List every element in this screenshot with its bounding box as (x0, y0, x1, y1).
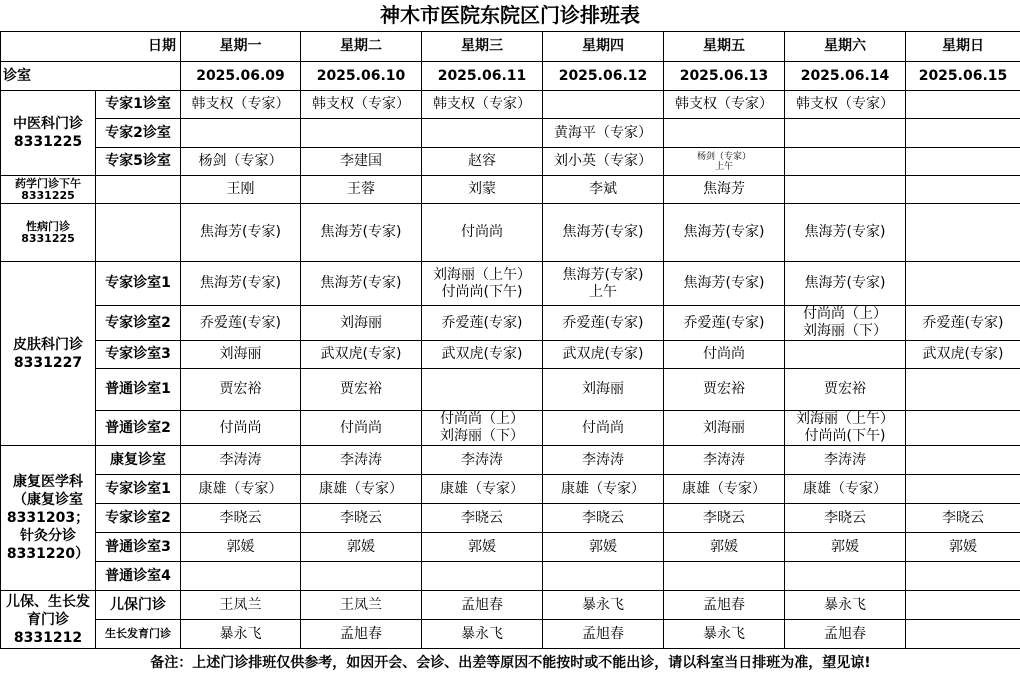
schedule-cell: 郭媛 (664, 533, 785, 562)
schedule-cell: 孟旭春 (422, 591, 543, 620)
schedule-cell: 焦海芳(专家) (301, 262, 422, 306)
schedule-cell: 康雄（专家） (181, 475, 301, 504)
footnote: 备注：上述门诊排班仅供参考，如因开会、会诊、出差等原因不能按时或不能出诊，请以科室当日排班为准，望见谅! (1, 649, 1020, 679)
schedule-cell: 韩支权（专家） (664, 91, 785, 119)
schedule-cell: 暴永飞 (785, 591, 906, 620)
table-row (1, 411, 1020, 446)
schedule-cell: 郭媛 (301, 533, 422, 562)
table-row (1, 504, 1020, 533)
day-header: 星期五 (664, 32, 785, 62)
schedule-cell: 李晓云 (181, 504, 301, 533)
schedule-cell: 黄海平（专家） (543, 119, 664, 148)
schedule-cell: 康雄（专家） (543, 475, 664, 504)
schedule-cell: 康雄（专家） (664, 475, 785, 504)
table-row (1, 533, 1020, 562)
schedule-cell: 暴永飞 (422, 620, 543, 649)
schedule-cell (664, 562, 785, 591)
schedule-cell: 康雄（专家） (422, 475, 543, 504)
schedule-cell: 付尚尚 (422, 204, 543, 262)
schedule-cell: 韩支权（专家） (422, 91, 543, 119)
schedule-cell (906, 411, 1020, 446)
schedule-cell: 王凤兰 (181, 591, 301, 620)
department-pharmacy: 药学门诊下午 8331225 (1, 176, 96, 204)
schedule-cell: 贾宏裕 (181, 369, 301, 411)
date-header: 2025.06.12 (543, 62, 664, 91)
schedule-cell: 李斌 (543, 176, 664, 204)
schedule-cell: 李涛涛 (543, 446, 664, 475)
date-header: 2025.06.11 (422, 62, 543, 91)
schedule-cell (906, 119, 1020, 148)
date-header: 2025.06.15 (906, 62, 1020, 91)
schedule-cell: 乔爱莲(专家) (543, 306, 664, 341)
table-row (1, 62, 1020, 91)
schedule-cell: 刘海丽（上午） 付尚尚(下午) (422, 262, 543, 306)
day-header: 星期二 (301, 32, 422, 62)
schedule-cell (422, 369, 543, 411)
table-row (1, 341, 1020, 369)
schedule-cell: 李涛涛 (301, 446, 422, 475)
date-label: 日期 (1, 32, 181, 62)
schedule-cell: 郭媛 (543, 533, 664, 562)
schedule-cell: 康雄（专家） (785, 475, 906, 504)
room-label: 诊室 (1, 62, 181, 91)
schedule-cell: 武双虎(专家) (906, 341, 1020, 369)
day-header: 星期六 (785, 32, 906, 62)
schedule-cell: 李晓云 (543, 504, 664, 533)
table-row (1, 306, 1020, 341)
table-row (1, 475, 1020, 504)
room-name: 生长发育门诊 (96, 620, 181, 649)
schedule-cell: 刘海丽 (181, 341, 301, 369)
schedule-cell: 李涛涛 (664, 446, 785, 475)
schedule-cell: 郭媛 (422, 533, 543, 562)
schedule-cell: 焦海芳(专家) (664, 204, 785, 262)
schedule-cell (906, 562, 1020, 591)
schedule-cell: 焦海芳(专家) (181, 204, 301, 262)
schedule-cell: 付尚尚 (181, 411, 301, 446)
schedule-cell (181, 119, 301, 148)
schedule-cell (785, 176, 906, 204)
room-name (96, 176, 181, 204)
schedule-cell (785, 341, 906, 369)
schedule-cell (906, 176, 1020, 204)
schedule-table (0, 31, 1020, 679)
room-name: 普通诊室1 (96, 369, 181, 411)
schedule-cell (906, 475, 1020, 504)
schedule-cell: 刘小英（专家） (543, 148, 664, 176)
schedule-cell: 王蓉 (301, 176, 422, 204)
schedule-cell: 韩支权（专家） (785, 91, 906, 119)
table-row (1, 119, 1020, 148)
table-row (1, 148, 1020, 176)
schedule-cell: 郭媛 (785, 533, 906, 562)
schedule-cell: 贾宏裕 (664, 369, 785, 411)
schedule-cell: 刘海丽 (301, 306, 422, 341)
schedule-cell: 乔爱莲(专家) (422, 306, 543, 341)
schedule-cell: 郭媛 (906, 533, 1020, 562)
room-name: 专家诊室1 (96, 262, 181, 306)
schedule-cell: 贾宏裕 (301, 369, 422, 411)
schedule-cell (543, 562, 664, 591)
room-name: 专家诊室2 (96, 306, 181, 341)
table-row (1, 562, 1020, 591)
schedule-cell: 康雄（专家） (301, 475, 422, 504)
schedule-cell: 乔爱莲(专家) (664, 306, 785, 341)
schedule-cell: 郭媛 (181, 533, 301, 562)
schedule-cell (181, 562, 301, 591)
schedule-cell: 焦海芳 (664, 176, 785, 204)
schedule-cell (785, 148, 906, 176)
schedule-cell: 李涛涛 (785, 446, 906, 475)
date-header: 2025.06.13 (664, 62, 785, 91)
schedule-cell: 付尚尚（上） 刘海丽（下） (422, 411, 543, 446)
room-name: 普通诊室4 (96, 562, 181, 591)
table-row (1, 262, 1020, 306)
schedule-cell (422, 562, 543, 591)
schedule-cell: 刘海丽 (543, 369, 664, 411)
schedule-cell: 韩支权（专家） (301, 91, 422, 119)
page-title: 神木市医院东院区门诊排班表 (0, 0, 1020, 31)
schedule-cell (422, 119, 543, 148)
department-tcm: 中医科门诊 8331225 (1, 91, 96, 176)
schedule-cell: 武双虎(专家) (543, 341, 664, 369)
room-name: 专家诊室1 (96, 475, 181, 504)
schedule-cell: 刘海丽（上午） 付尚尚(下午) (785, 411, 906, 446)
schedule-cell: 孟旭春 (301, 620, 422, 649)
schedule-cell: 刘蒙 (422, 176, 543, 204)
schedule-cell: 焦海芳(专家) (301, 204, 422, 262)
schedule-cell: 李涛涛 (181, 446, 301, 475)
schedule-cell: 李晓云 (422, 504, 543, 533)
schedule-cell (906, 591, 1020, 620)
date-header: 2025.06.14 (785, 62, 906, 91)
schedule-cell (301, 119, 422, 148)
date-header: 2025.06.09 (181, 62, 301, 91)
table-row (1, 32, 1020, 62)
table-row (1, 176, 1020, 204)
room-name: 专家2诊室 (96, 119, 181, 148)
schedule-cell: 韩支权（专家） (181, 91, 301, 119)
schedule-cell: 暴永飞 (181, 620, 301, 649)
date-header: 2025.06.10 (301, 62, 422, 91)
schedule-cell: 武双虎(专家) (301, 341, 422, 369)
schedule-cell: 焦海芳(专家) (543, 204, 664, 262)
schedule-cell (906, 446, 1020, 475)
schedule-cell: 暴永飞 (664, 620, 785, 649)
schedule-cell (906, 204, 1020, 262)
schedule-cell: 刘海丽 (664, 411, 785, 446)
room-name: 专家5诊室 (96, 148, 181, 176)
department-std: 性病门诊 8331225 (1, 204, 96, 262)
schedule-cell: 乔爱莲(专家) (906, 306, 1020, 341)
schedule-cell: 王刚 (181, 176, 301, 204)
schedule-cell (906, 262, 1020, 306)
schedule-cell: 杨剑（专家） 上午 (664, 148, 785, 176)
schedule-cell: 贾宏裕 (785, 369, 906, 411)
schedule-cell (906, 148, 1020, 176)
schedule-cell: 付尚尚 (543, 411, 664, 446)
schedule-cell: 李晓云 (785, 504, 906, 533)
schedule-cell: 焦海芳(专家) 上午 (543, 262, 664, 306)
schedule-cell: 李晓云 (301, 504, 422, 533)
schedule-cell: 李晓云 (664, 504, 785, 533)
room-name: 专家1诊室 (96, 91, 181, 119)
schedule-cell: 付尚尚 (664, 341, 785, 369)
table-row (1, 369, 1020, 411)
table-row (1, 446, 1020, 475)
schedule-cell: 李晓云 (906, 504, 1020, 533)
schedule-cell: 焦海芳(专家) (181, 262, 301, 306)
schedule-cell (785, 562, 906, 591)
department-derm: 皮肤科门诊 8331227 (1, 262, 96, 446)
day-header: 星期日 (906, 32, 1020, 62)
table-row (1, 649, 1020, 679)
schedule-cell (785, 119, 906, 148)
table-row (1, 591, 1020, 620)
schedule-cell: 杨剑（专家） (181, 148, 301, 176)
room-name: 康复诊室 (96, 446, 181, 475)
schedule-cell: 李涛涛 (422, 446, 543, 475)
schedule-cell: 乔爱莲(专家) (181, 306, 301, 341)
department-rehab: 康复医学科 （康复诊室 8331203； 针灸分诊 8331220） (1, 446, 96, 591)
schedule-cell: 孟旭春 (785, 620, 906, 649)
schedule-cell (664, 119, 785, 148)
day-header: 星期三 (422, 32, 543, 62)
schedule-cell: 武双虎(专家) (422, 341, 543, 369)
schedule-cell: 付尚尚（上） 刘海丽（下） (785, 306, 906, 341)
table-row (1, 91, 1020, 119)
department-child: 儿保、生长发育门诊 8331212 (1, 591, 96, 649)
schedule-cell (543, 91, 664, 119)
room-name: 普通诊室2 (96, 411, 181, 446)
schedule-cell: 焦海芳(专家) (664, 262, 785, 306)
schedule-cell (301, 562, 422, 591)
room-name: 儿保门诊 (96, 591, 181, 620)
schedule-cell: 孟旭春 (664, 591, 785, 620)
schedule-cell: 李建国 (301, 148, 422, 176)
day-header: 星期一 (181, 32, 301, 62)
schedule-cell: 孟旭春 (543, 620, 664, 649)
schedule-cell (906, 620, 1020, 649)
schedule-cell: 暴永飞 (543, 591, 664, 620)
schedule-cell: 焦海芳(专家) (785, 262, 906, 306)
schedule-cell (906, 91, 1020, 119)
room-name: 专家诊室2 (96, 504, 181, 533)
table-row (1, 620, 1020, 649)
schedule-cell: 付尚尚 (301, 411, 422, 446)
schedule-cell (906, 369, 1020, 411)
schedule-cell: 王凤兰 (301, 591, 422, 620)
schedule-cell: 赵容 (422, 148, 543, 176)
day-header: 星期四 (543, 32, 664, 62)
schedule-cell: 焦海芳(专家) (785, 204, 906, 262)
room-name: 普通诊室3 (96, 533, 181, 562)
room-name (96, 204, 181, 262)
room-name: 专家诊室3 (96, 341, 181, 369)
table-row (1, 204, 1020, 262)
